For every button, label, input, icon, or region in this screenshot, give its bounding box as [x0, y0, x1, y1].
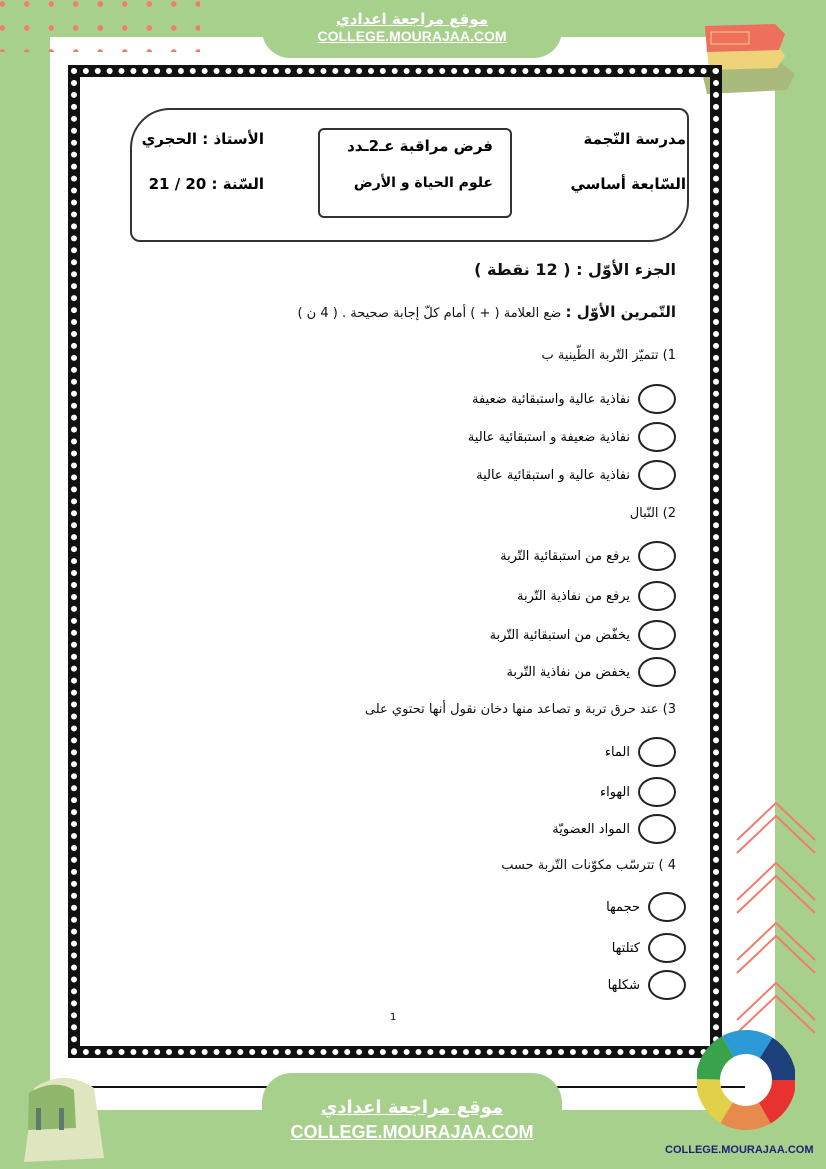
answer-circle[interactable]: [638, 620, 676, 650]
question-3: 3) عند حرق تربة و تصاعد منها دخان نقول أنها تحتوي على: [364, 702, 676, 717]
teacher: الأستاذ : الحجري: [141, 130, 264, 148]
option[interactable]: [552, 814, 676, 844]
option[interactable]: [608, 970, 686, 1000]
answer-circle[interactable]: [638, 737, 676, 767]
question-1: 1) تتميّز التّربة الطّينية ب: [541, 348, 676, 363]
option[interactable]: [606, 892, 686, 922]
option[interactable]: [506, 657, 676, 687]
chevron-up-icon: [735, 855, 817, 915]
answer-circle[interactable]: [638, 581, 676, 611]
option-label: نفاذية ضعيفة و استبقائية عالية: [467, 429, 630, 445]
grade-level: السّابعة أساسي: [570, 175, 686, 193]
page-number: 1: [390, 1012, 397, 1023]
answer-circle[interactable]: [638, 460, 676, 490]
option-label: يرفع من استبقائية التّربة: [500, 548, 630, 564]
option-label: المواد العضويّة: [552, 821, 630, 837]
option-label: الهواء: [599, 784, 630, 800]
site-domain-link[interactable]: COLLEGE.MOURAJAA.COM: [317, 28, 507, 44]
site-name: موقع مراجعة اعدادي: [320, 1097, 504, 1118]
option[interactable]: [468, 422, 676, 452]
decorative-dots: [0, 0, 200, 52]
answer-circle[interactable]: [638, 814, 676, 844]
answer-circle[interactable]: [638, 777, 676, 807]
school-year: السّنة : 20 / 21: [148, 175, 264, 193]
subject: علوم الحياة و الأرض: [353, 175, 493, 191]
option[interactable]: [472, 384, 676, 414]
option-label: يرفع من نفاذية التّربة: [517, 588, 630, 604]
subjects-wheel-logo: [697, 1022, 795, 1138]
answer-circle[interactable]: [638, 384, 676, 414]
option[interactable]: [517, 581, 676, 611]
answer-circle[interactable]: [638, 657, 676, 687]
option-label: نفاذية عالية واستبقائية ضعيفة: [472, 391, 630, 407]
option-label: شكلها: [607, 977, 640, 993]
answer-circle[interactable]: [648, 933, 686, 963]
exercise-instruction: ضع العلامة ( + ) أمام كلّ إجابة صحيحة . ( 4 ن ): [297, 306, 562, 321]
option[interactable]: [600, 777, 676, 807]
site-banner-bottom[interactable]: [262, 1073, 562, 1169]
option[interactable]: [612, 933, 686, 963]
option-label: حجمها: [606, 899, 640, 915]
exercise-heading: [297, 303, 676, 321]
part-heading: الجزء الأوّل : ( 12 نقطة ): [474, 260, 676, 279]
answer-circle[interactable]: [638, 541, 676, 571]
option-label: يخفض من نفاذية التّربة: [506, 664, 630, 680]
exam-title: فرض مراقبة عـ2ـدد: [347, 137, 493, 155]
option-label: الماء: [604, 744, 630, 760]
option[interactable]: [490, 620, 676, 650]
site-name: موقع مراجعة اعدادي: [336, 10, 488, 28]
chevron-up-icon: [735, 795, 817, 855]
question-2: 2) النّبال: [629, 506, 676, 521]
option-label: نفاذية عالية و استبقائية عالية: [476, 467, 630, 483]
exercise-title: التّمرين الأوّل :: [565, 303, 676, 321]
logo-text: COLLEGE.MOURAJAA.COM: [665, 1144, 814, 1156]
school-name: مدرسة النّجمة: [583, 130, 686, 148]
answer-circle[interactable]: [638, 422, 676, 452]
option[interactable]: [500, 541, 676, 571]
chevron-up-icon: [735, 915, 817, 975]
question-4: 4 ) تترسّب مكوّنات التّربة حسب: [501, 858, 676, 873]
option[interactable]: [605, 737, 676, 767]
site-banner-top[interactable]: [262, 0, 562, 58]
option-label: كتلتها: [611, 940, 640, 956]
option[interactable]: [476, 460, 676, 490]
option-label: يخفّض من استبقائية التّربة: [489, 627, 630, 643]
site-domain-link[interactable]: COLLEGE.MOURAJAA.COM: [290, 1122, 534, 1142]
answer-circle[interactable]: [648, 892, 686, 922]
answer-circle[interactable]: [648, 970, 686, 1000]
backpack-icon: [14, 1058, 114, 1168]
